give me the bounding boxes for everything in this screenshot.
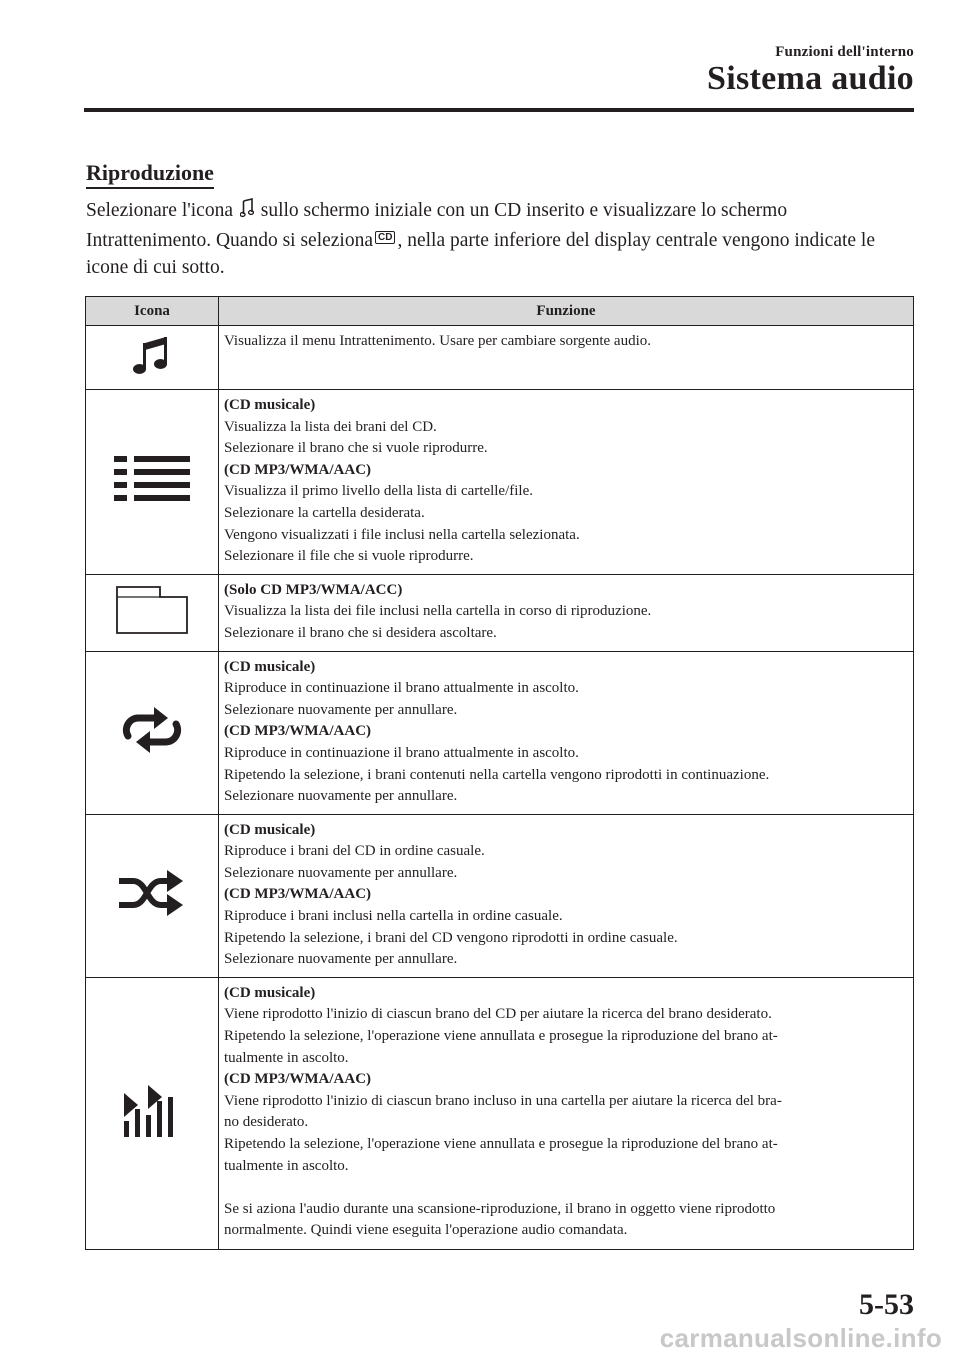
icon-cell	[86, 390, 219, 575]
description-line: Ripetendo la selezione, l'operazione viene annullata e prosegue la riproduzione del brano at-	[224, 1028, 778, 1045]
table-row	[86, 390, 914, 575]
description-line: Visualizza il primo livello della lista di cartelle/file.	[224, 483, 533, 500]
music-note-icon	[132, 364, 172, 381]
header-rule	[84, 108, 914, 112]
cd-badge-icon: CD	[375, 231, 395, 244]
description-line: Vengono visualizzati i file inclusi nella cartella selezionata.	[224, 526, 580, 543]
intro-text-3: , nella parte inferiore del display centrale vengono indicate le icone di cui sotto.	[86, 229, 875, 278]
scan-icon	[122, 1124, 182, 1141]
description-line: Ripetendo la selezione, i brani del CD vengono riprodotti in ordine casuale.	[224, 929, 678, 946]
description-line: Riproduce i brani inclusi nella cartella in ordine casuale.	[224, 908, 563, 925]
description-line: Visualizza il menu Intrattenimento. Usare per cambiare sorgente audio.	[224, 333, 651, 349]
description-line: Selezionare nuovamente per annullare.	[224, 864, 458, 881]
description-line: Visualizza la lista dei file inclusi nella cartella in corso di riproduzione.	[224, 603, 652, 620]
description-line: (CD MP3/WMA/AAC)	[224, 723, 372, 740]
function-description	[219, 651, 914, 814]
table-row	[86, 814, 914, 977]
folder-icon	[116, 621, 188, 638]
function-description	[219, 390, 914, 575]
description-line: (CD musicale)	[224, 821, 316, 838]
table-row	[86, 574, 914, 651]
description-line: (CD musicale)	[224, 658, 316, 675]
intro-text-1: Selezionare l'icona	[86, 200, 233, 221]
icon-cell	[86, 814, 219, 977]
table-row	[86, 977, 914, 1249]
shuffle-icon	[117, 905, 187, 922]
description-line: (CD musicale)	[224, 984, 316, 1001]
description-line: (CD MP3/WMA/AAC)	[224, 1071, 372, 1088]
music-note-inline-icon	[240, 198, 254, 227]
table-row	[86, 326, 914, 390]
description-line: tualmente in ascolto.	[224, 1049, 349, 1066]
table-header-row	[86, 297, 914, 326]
col-header-icon: Icona	[86, 297, 219, 326]
list-icon	[114, 489, 190, 506]
description-line: normalmente. Quindi viene eseguita l'operazione audio comandata.	[224, 1222, 628, 1239]
icon-cell	[86, 977, 219, 1249]
description-line: Selezionare il brano che si vuole riprodurre.	[224, 440, 488, 457]
description-line: tualmente in ascolto.	[224, 1157, 349, 1174]
page-number: 5-53	[859, 1288, 914, 1321]
description-line: (CD MP3/WMA/AAC)	[224, 461, 372, 478]
function-description	[219, 977, 914, 1249]
description-line: no desiderato.	[224, 1114, 309, 1131]
description-line: Ripetendo la selezione, i brani contenuti nella cartella vengono riprodotti in continuazione.	[224, 766, 770, 783]
description-line: (CD musicale)	[224, 397, 316, 413]
description-line: Riproduce in continuazione il brano attualmente in ascolto.	[224, 680, 579, 697]
icon-cell	[86, 326, 219, 390]
description-line: (CD MP3/WMA/AAC)	[224, 886, 372, 903]
section-title: Riproduzione	[86, 160, 214, 189]
description-line: Selezionare nuovamente per annullare.	[224, 951, 458, 968]
chapter-title: Sistema audio	[707, 60, 914, 97]
function-table	[85, 296, 914, 1250]
description-line: Ripetendo la selezione, l'operazione viene annullata e prosegue la riproduzione del brano at-	[224, 1136, 778, 1152]
table-row	[86, 651, 914, 814]
description-line: Selezionare nuovamente per annullare.	[224, 788, 458, 805]
description-line: Selezionare il file che si vuole riprodurre.	[224, 548, 474, 565]
col-header-function: Funzione	[219, 297, 914, 326]
description-line: Riproduce in continuazione il brano attualmente in ascolto.	[224, 744, 579, 761]
description-line: Selezionare il brano che si desidera ascoltare.	[224, 624, 497, 641]
description-line: (Solo CD MP3/WMA/ACC)	[224, 581, 403, 598]
chapter-subtitle: Funzioni dell'interno	[775, 44, 914, 60]
description-line: Selezionare nuovamente per annullare.	[224, 701, 458, 718]
function-description	[219, 574, 914, 651]
description-line: Visualizza la lista dei brani del CD.	[224, 418, 437, 435]
intro-paragraph	[86, 197, 916, 282]
description-line: Se si aziona l'audio durante una scansione-riproduzione, il brano in oggetto viene riprodotto	[224, 1200, 776, 1217]
description-line: Riproduce i brani del CD in ordine casuale.	[224, 843, 485, 860]
intro-text-2: sullo schermo iniziale con un CD inserito e visualizzare lo schermo Intrattenimento. Quando si seleziona	[86, 200, 788, 251]
repeat-icon	[120, 741, 184, 758]
icon-cell	[86, 651, 219, 814]
icon-cell	[86, 574, 219, 651]
watermark: carmanualsonline.info	[659, 1323, 942, 1353]
function-description	[219, 326, 914, 390]
description-line: Viene riprodotto l'inizio di ciascun brano del CD per aiutare la ricerca del brano desiderato.	[224, 1006, 772, 1023]
description-line: Selezionare la cartella desiderata.	[224, 504, 425, 521]
function-description	[219, 814, 914, 977]
description-line: Viene riprodotto l'inizio di ciascun brano incluso in una cartella per aiutare la ricerca del bra-	[224, 1092, 782, 1109]
description-line	[224, 1177, 907, 1199]
